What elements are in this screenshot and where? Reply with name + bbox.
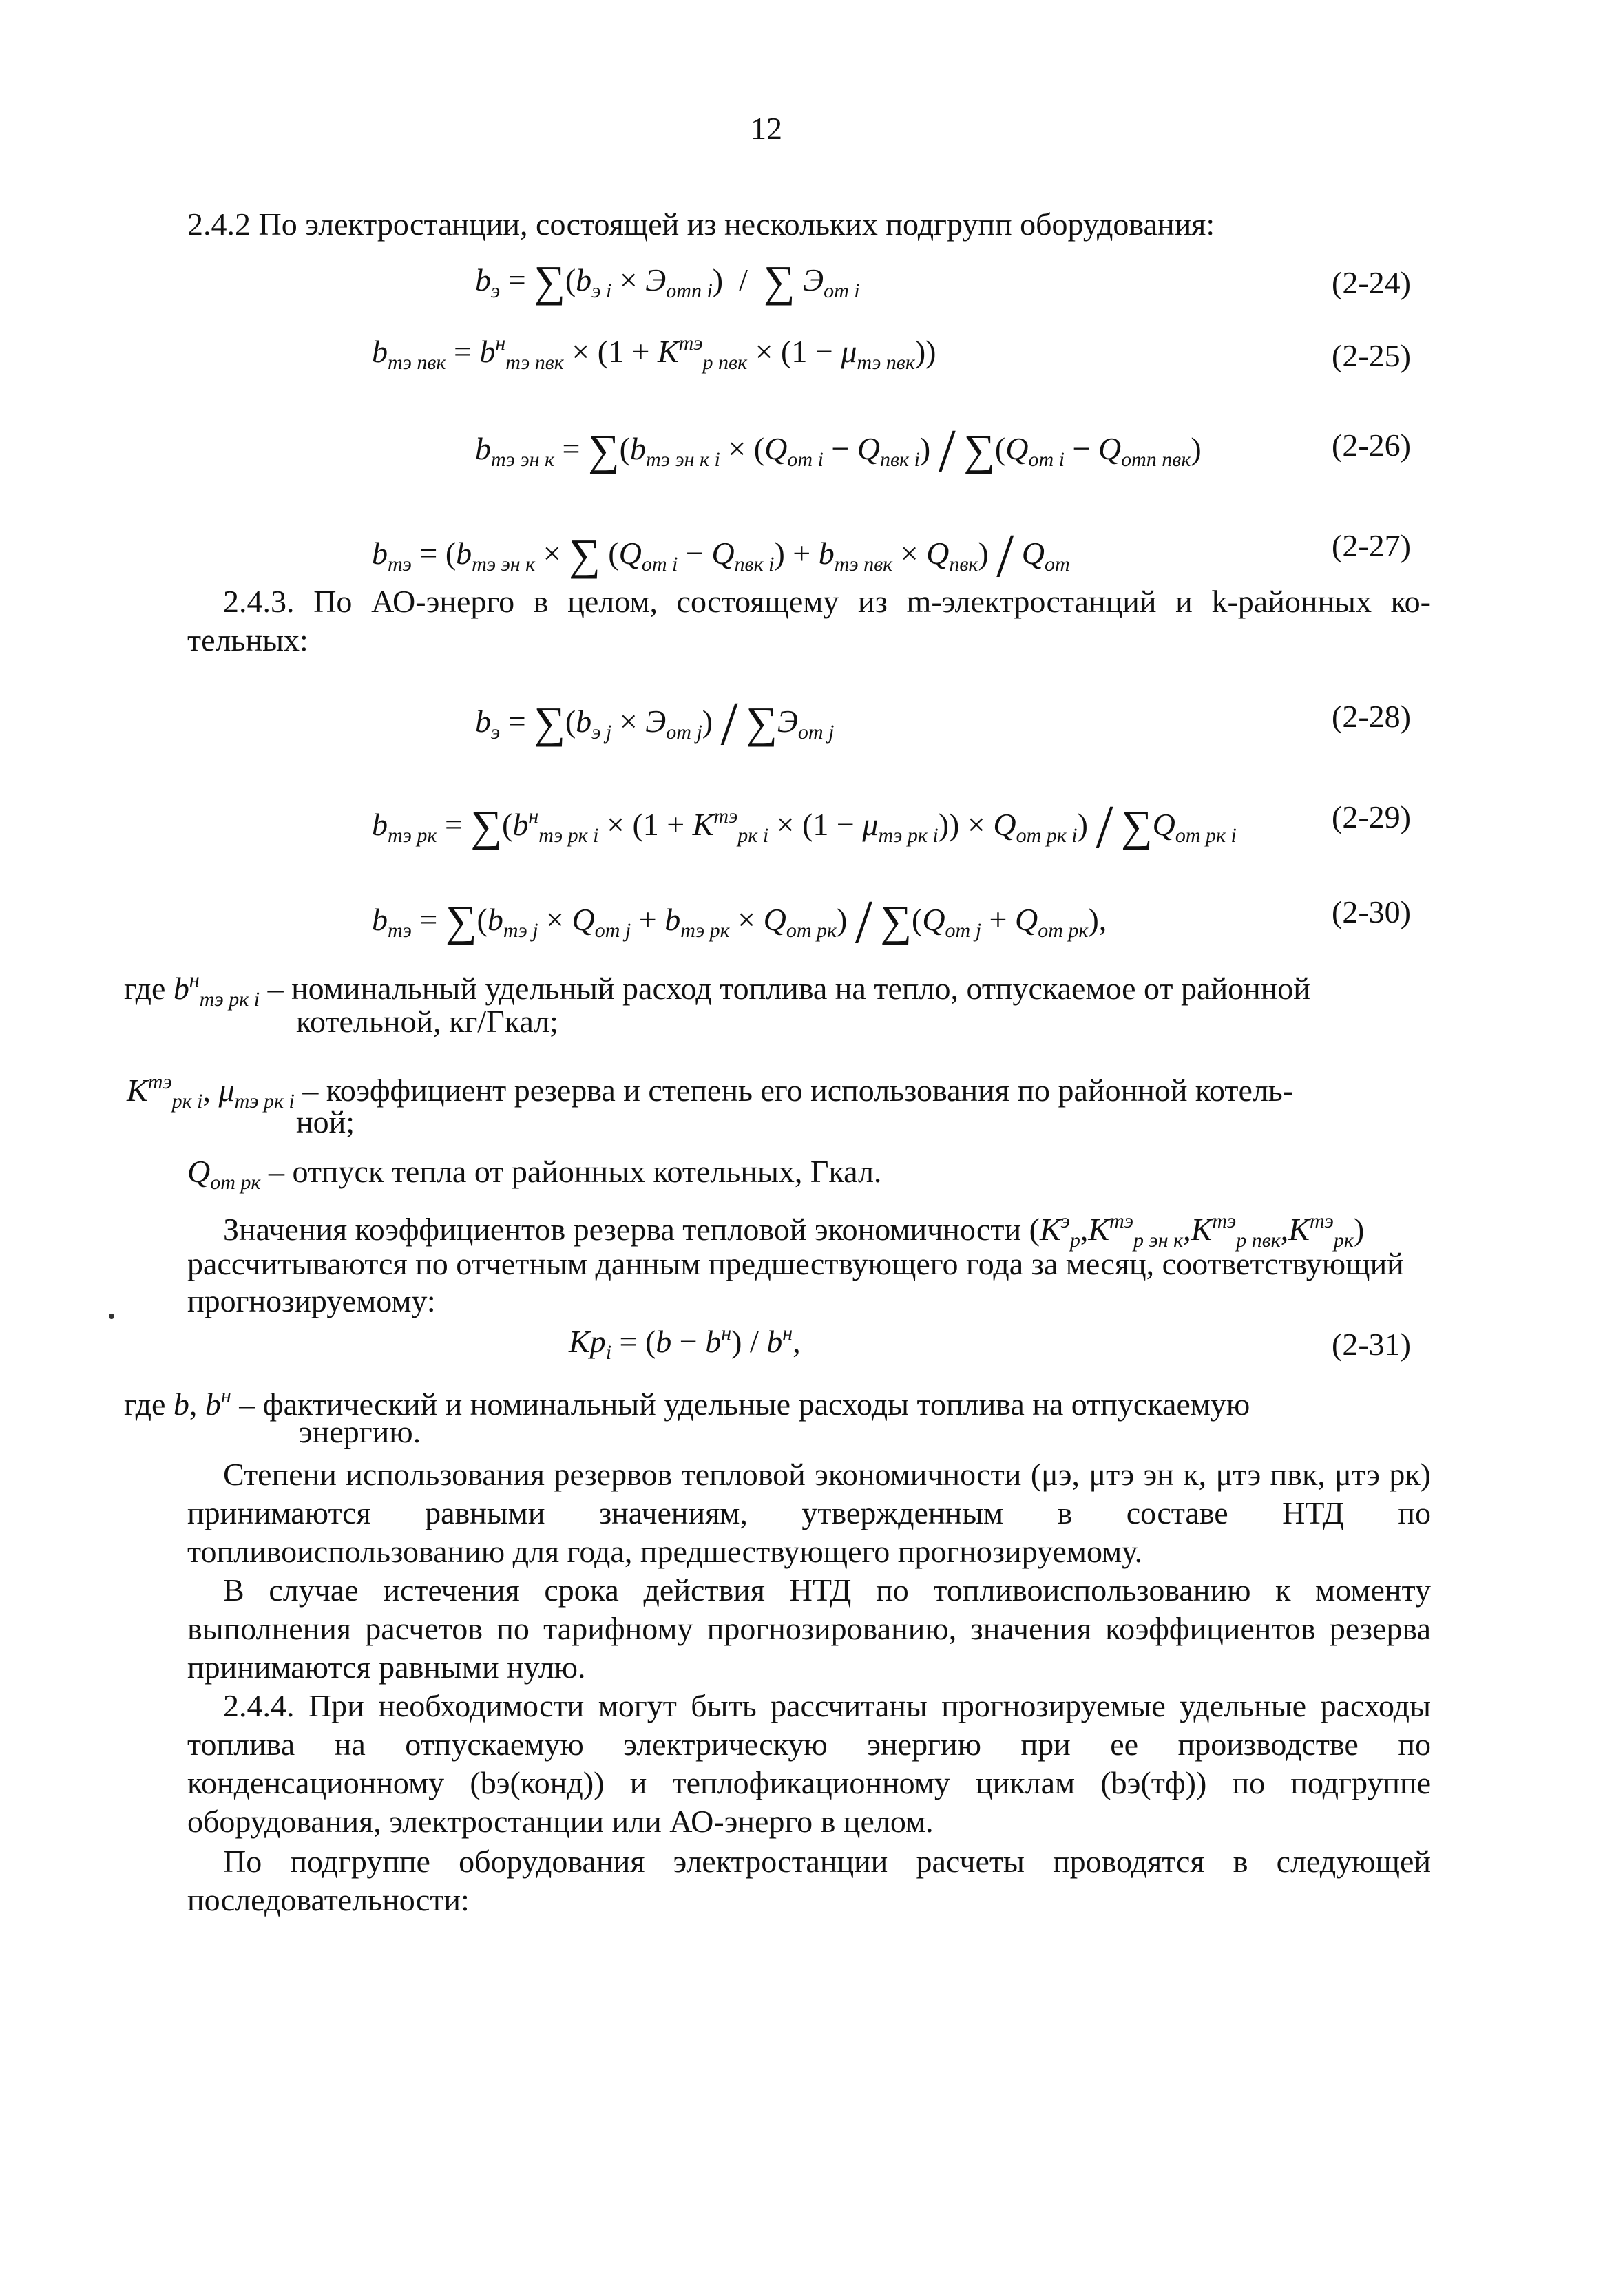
- equation-number: (2-26): [1332, 428, 1411, 463]
- equation-number: (2-30): [1332, 894, 1411, 929]
- reserve-coefficients-line: Значения коэффициентов резерва тепловой экономичности $(K^э_р,K^{тэ}_{р эн к},K^{тэ}_{р пвк},K^{тэ}_{рк})$: [223, 1210, 1365, 1252]
- definition-b-rk-cont: котельной, кг/Гкал;: [296, 1004, 558, 1039]
- definition-k-mu-rk-cont: ной;: [296, 1104, 355, 1139]
- section-2-4-2-heading: 2.4.2 По электростанции, состоящей из нескольких подгрупп оборудования:: [187, 207, 1215, 242]
- definition-b-rk: где $b^н_{тэ рк i}$ – номинальный удельный расход топлива на тепло, отпускаемое от районной: [124, 969, 1310, 1011]
- formula-2-25: $b_{тэ пвк} = b^н_{тэ пвк} \times (1 + K^{тэ}_{р пвк} \times (1 - \mu_{тэ пвк}))$: [372, 332, 936, 374]
- reserve-paragraph-line-3: прогнозируемому:: [187, 1283, 436, 1318]
- definition-k-mu-rk: $K^{тэ}_{рк i}$, $\mu_{тэ рк i}$ – коэффициент резерва и степень его использования по районной котель-: [127, 1071, 1294, 1113]
- section-2-4-3-heading: 2.4.3. По АО-энерго в целом, состоящему из m-электростанций и k-районных ко-: [223, 584, 1431, 619]
- equation-number: (2-24): [1332, 265, 1411, 300]
- reserve-paragraph-line-2: рассчитываются по отчетным данным предшествующего года за месяц, соответствующий: [187, 1246, 1404, 1281]
- definition-b-bn: где b, $b^н$ – фактический и номинальный удельные расходы топлива на отпускаемую: [124, 1384, 1250, 1422]
- paragraph-sequence: По подгруппе оборудования электростанции расчеты проводятся в следующей последовательности:: [187, 1844, 1431, 1917]
- section-2-4-3-heading-cont: тельных:: [187, 622, 308, 657]
- paragraph-degree-of-use: Степени использования резервов тепловой экономичности (μэ, μтэ эн к, μтэ пвк, μтэ рк) принимаются равными значениям, утвержденным в составе НТД по топливоиспользованию для года, предшествующего прогнозируемому.: [187, 1457, 1431, 1569]
- equation-number: (2-31): [1332, 1327, 1411, 1362]
- margin-dot: [109, 1314, 114, 1319]
- equation-number: (2-29): [1332, 799, 1411, 834]
- paragraph-2-4-4: 2.4.4. При необходимости могут быть рассчитаны прогнозируемые удельные расходы топлива на отпускаемую электрическую энергию при ее производстве по конденсационному (bэ(конд)) и теплофикационному циклам (bэ(тф)) по подгруппе оборудования, электростанции или АО-энерго в целом.: [187, 1688, 1431, 1839]
- definition-q-rk: $Q_{от рк}$ – отпуск тепла от районных котельных, Гкал.: [187, 1154, 882, 1194]
- formula-2-24: $b_э = \sum(b_{э i} \times Э_{отп i})$ / ∑ $Э_{от i}$: [475, 257, 860, 306]
- formula-2-28: $b_э = \sum(b_{э j} \times Э_{от j}) / \sum Э_{от j}$: [475, 690, 835, 758]
- formula-2-30: $b_{тэ} = \sum(b_{тэ j} \times Q_{от j} + b_{тэ рк} \times Q_{от рк}) / \sum(Q_{от j} + Q_{от рк})$,: [372, 888, 1107, 956]
- page-number: 12: [751, 111, 782, 146]
- formula-2-26: $b_{тэ эн к} = \sum(b_{тэ эн к i} \times (Q_{от i} - Q_{пвк i}) / \sum(Q_{от i} - Q_{отп пвк})$: [475, 417, 1202, 485]
- formula-2-29: $b_{тэ рк} = \sum(b^н_{тэ рк i} \times (1 + K^{тэ}_{рк i} \times (1 - \mu_{тэ рк i})) \times Q_{от рк i}) / \sum Q_{от рк i}$: [372, 793, 1237, 861]
- definition-b-bn-cont: энергию.: [299, 1414, 421, 1449]
- equation-number: (2-25): [1332, 338, 1411, 373]
- formula-2-27: $b_{тэ} = (b_{тэ эн к}$ × ∑ $(Q_{от i} - Q_{пвк i}) + b_{тэ пвк} \times Q_{пвк}) / Q_{от}$: [372, 522, 1070, 590]
- paragraph-ntd-expiry: В случае истечения срока действия НТД по топливоиспользованию к моменту выполнения расчетов по тарифному прогнозированию, значения коэффициентов резерва принимаются равными нулю.: [187, 1572, 1431, 1685]
- equation-number: (2-28): [1332, 699, 1411, 734]
- equation-number: (2-27): [1332, 528, 1411, 563]
- formula-2-31: $Kp_i = (b - b^н) / b^н$,: [569, 1322, 801, 1364]
